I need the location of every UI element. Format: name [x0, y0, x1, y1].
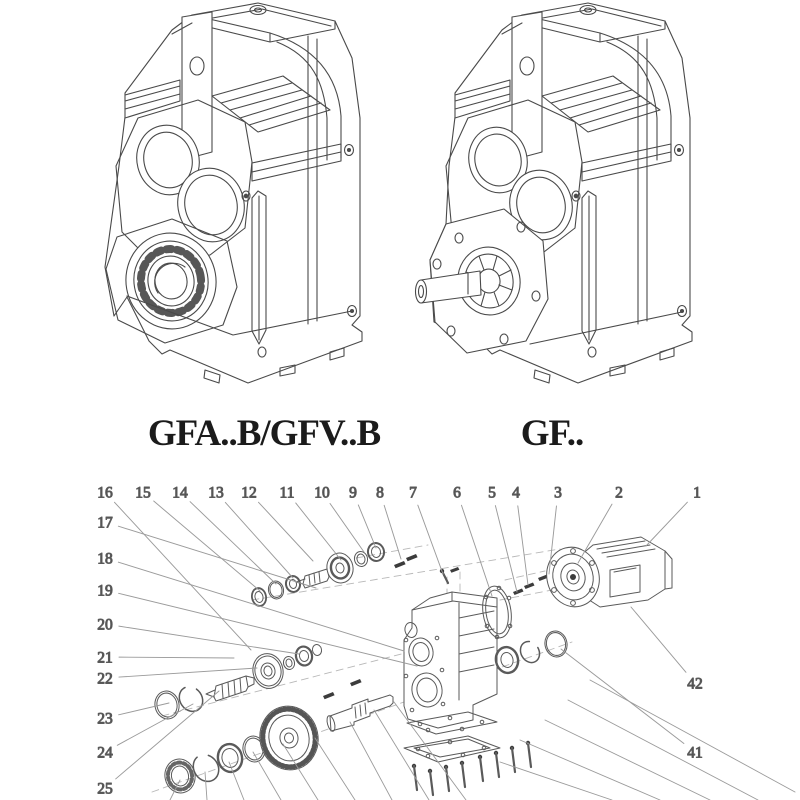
part-number-21: 21 [97, 649, 113, 667]
part-number-19: 19 [97, 582, 113, 600]
leader-line-15 [154, 501, 260, 591]
leader-line-18 [118, 562, 404, 651]
part-number-41: 41 [687, 744, 703, 762]
right-model-caption: GF.. [520, 413, 584, 454]
part-number-11: 11 [279, 484, 295, 502]
leader-line-17 [118, 526, 316, 588]
part-number-42: 42 [687, 675, 703, 693]
leader-line-22 [119, 668, 257, 677]
leader-line-10 [330, 503, 364, 552]
part-number-5: 5 [488, 484, 496, 502]
part-number-4: 4 [512, 484, 520, 502]
leader-line-42 [631, 607, 686, 672]
housing-bolts [412, 741, 531, 795]
leader-line-41 [561, 649, 684, 743]
part-number-13: 13 [208, 484, 224, 502]
leader-line-11 [296, 503, 341, 560]
part-number-20: 20 [97, 616, 113, 634]
part-number-16: 16 [97, 484, 113, 502]
leader-line-6 [461, 505, 492, 596]
left-gearbox-drawing [105, 3, 362, 383]
leader-line-7 [418, 505, 443, 574]
left-model-caption: GFA..B/GFV..B [147, 413, 381, 454]
part-number-1: 1 [693, 484, 701, 502]
part-number-14: 14 [172, 484, 188, 502]
leader-line-5 [495, 506, 517, 592]
part-number-15: 15 [135, 484, 151, 502]
part-number-17: 17 [97, 514, 113, 532]
leader-line-12 [259, 502, 313, 561]
motor-unit [540, 537, 672, 613]
leader-line-16 [115, 502, 251, 650]
leader-line-4 [518, 506, 528, 585]
leader-line-13 [225, 502, 293, 578]
leader-line-1 [646, 502, 687, 546]
part-number-25: 25 [97, 780, 113, 798]
part-number-12: 12 [241, 484, 257, 502]
part-number-6: 6 [453, 484, 461, 502]
input-pinion-assembly [250, 542, 385, 608]
part-number-18: 18 [97, 550, 113, 568]
leader-line-21 [119, 657, 234, 658]
leader-line-23 [119, 703, 169, 715]
part-number-24: 24 [97, 744, 113, 762]
part-number-10: 10 [314, 484, 330, 502]
exploded-view-diagram [97, 485, 795, 800]
part-number-2: 2 [615, 484, 623, 502]
leader-line-24 [117, 704, 193, 745]
part-number-22: 22 [97, 670, 113, 688]
right-gearbox-drawing [416, 3, 693, 383]
callout-layer [97, 485, 703, 798]
part-number-23: 23 [97, 710, 113, 728]
leader-line-9 [358, 505, 376, 548]
part-number-8: 8 [376, 484, 384, 502]
part-number-9: 9 [349, 484, 357, 502]
part-number-3: 3 [554, 484, 562, 502]
part-number-7: 7 [409, 484, 417, 502]
